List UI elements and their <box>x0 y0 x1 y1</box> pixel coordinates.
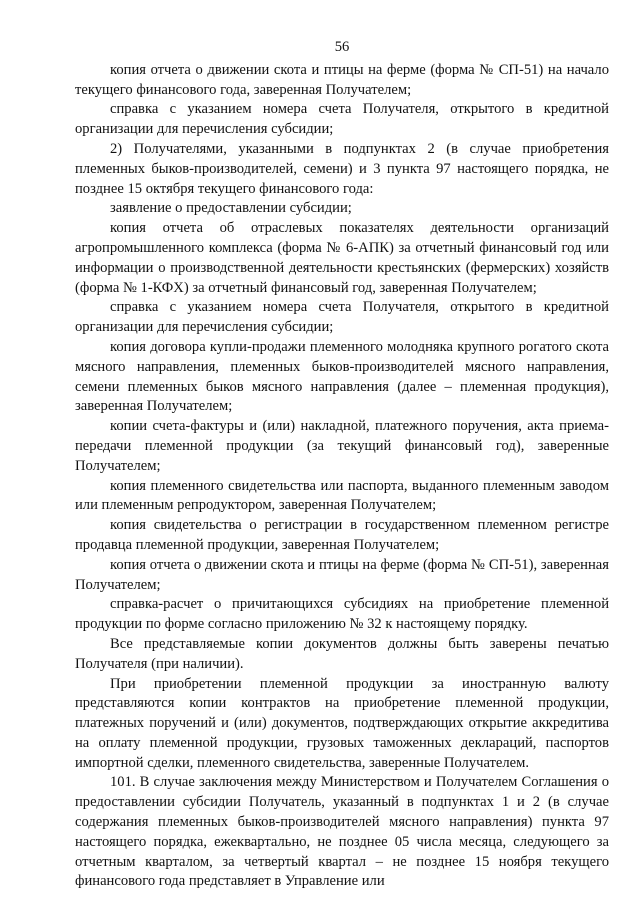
paragraph: справка-расчет о причитающихся субсидиях на приобретение племенной продукции по форме согласно приложению № 32 к настоящему порядку. <box>75 596 609 633</box>
paragraph: заявление о предоставлении субсидии; <box>110 200 352 217</box>
page-number: 56 <box>334 39 350 55</box>
paragraph: копия договора купли-продажи племенного молодняка крупного рогатого скота мясного направления, племенных быков-производителей мясного направления, семени племенных быков мясного направления (далее – племенная продукция), заверенная Получателем; <box>75 338 609 415</box>
paragraph: справка с указанием номера счета Получателя, открытого в кредитной организации для перечисления субсидии; <box>75 101 609 138</box>
paragraph: копия племенного свидетельства или паспорта, выданного племенным заводом или племенным репродуктором, заверенная Получателем; <box>75 477 609 514</box>
paragraph: справка с указанием номера счета Получателя, открытого в кредитной организации для перечисления субсидии; <box>75 299 609 336</box>
paragraph: При приобретении племенной продукции за иностранную валюту представляются копии контрактов на приобретение племенной продукции, платежных поручений и (или) документов, подтверждающих открытие аккредитива на оплату племенной продукции, грузовых таможенных деклараций, паспортов импортной сделки, племенного свидетельства, заверенные Получателем. <box>75 675 609 771</box>
paragraph: 101. В случае заключения между Министерством и Получателем Соглашения о предоставлении субсидии Получатель, указанный в подпунктах 1 и 2 (в случае содержания племенных быков-производителей мясного направления) пункта 97 настоящего порядка, ежеквартально, не позднее 05 числа месяца, следующего за отчетным кварталом, за четвертый квартал – не позднее 15 ноября текущего финансового года представляет в Управление или <box>75 774 609 890</box>
paragraph: копия отчета об отраслевых показателях деятельности организаций агропромышленного комплекса (форма № 6-АПК) за отчетный финансовый год или информации о производственной деятельности крестьянских (фермерских) хозяйств (форма № 1-КФХ) за отчетный финансовый год, заверенная Получателем; <box>75 220 609 296</box>
paragraph: копия свидетельства о регистрации в государственном племенном регистре продавца племенной продукции, заверенная Получателем; <box>75 517 609 553</box>
paragraph: Все представляемые копии документов должны быть заверены печатью Получателя (при наличии). <box>75 635 609 672</box>
document-page <box>75 38 609 892</box>
paragraph: 2) Получателями, указанными в подпунктах 2 (в случае приобретения племенных быков-производителей, семени) и 3 пункта 97 настоящего порядка, не позднее 15 октября текущего финансового года: <box>75 140 609 197</box>
paragraph: копия отчета о движении скота и птицы на ферме (форма № СП-51), заверенная Получателем; <box>75 556 609 593</box>
paragraph: копия отчета о движении скота и птицы на ферме (форма № СП-51) на начало текущего финансового года, заверенная Получателем; <box>75 61 609 98</box>
paragraph: копии счета-фактуры и (или) накладной, платежного поручения, акта приема-передачи племенной продукции (за текущий финансовый год), заверенные Получателем; <box>75 418 609 474</box>
